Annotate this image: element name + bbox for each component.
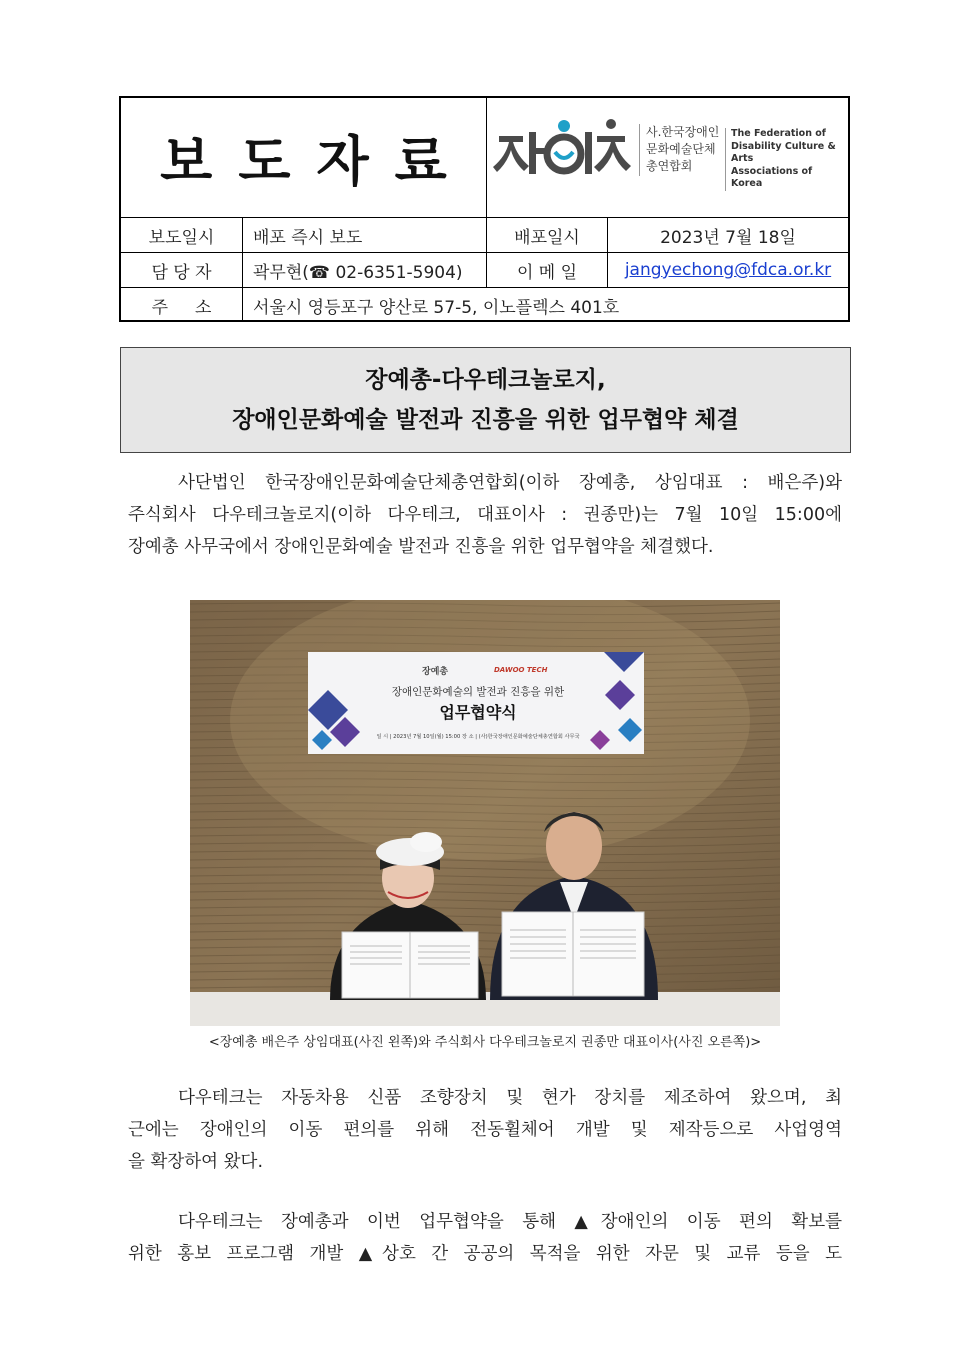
banner-info: 일 시 | 2023년 7월 10일(월) 15:00 장 소 | (사)한국장애인문화예술단체총연합회 사무국 (376, 734, 580, 740)
headline-line-1: 장예총-다우테크놀로지, (365, 367, 606, 393)
photo-illustration (190, 600, 780, 1026)
contact-row (121, 253, 848, 288)
address-value: 서울시 영등포구 양산로 57-5, 이노플렉스 401호 (253, 297, 620, 318)
paragraph-line: 주식회사 다우테크놀로지(이하 다우테크, 대표이사 : 권종만)는 7월 10일 15:00에 (128, 505, 842, 525)
paragraph-line: 근에는 장애인의 이동 편의를 위해 전동휠체어 개발 및 제작등으로 사업영역 (128, 1120, 842, 1140)
signing-ceremony-photo (190, 600, 780, 1026)
distribution-date-label: 배포일시 (487, 218, 608, 252)
organization-name-korean: 사.한국장애인 문화예술단체 총연합회 (639, 124, 724, 176)
ceremony-banner (308, 652, 644, 754)
banner-logo-left: 장예총 (422, 667, 449, 677)
right-agreement-document (502, 912, 644, 996)
paragraph-line: 위한 홍보 프로그램 개발 ▲상호 간 공공의 목적을 위한 자문 및 교류 등을 도 (128, 1244, 842, 1264)
organization-name-english: The Federation of Disability Culture & Arts Associations of Korea (725, 128, 853, 191)
email-link[interactable]: jangyechong@fdca.or.kr (624, 260, 832, 280)
address-row (121, 288, 848, 322)
press-release-header-table (119, 96, 850, 322)
contact-person-value: 곽무현(☎ 02-6351-5904) (243, 253, 487, 287)
body-paragraph-1 (128, 467, 842, 563)
release-date-label: 보도일시 (121, 218, 243, 252)
paragraph-line: 을 확장하여 왔다. (128, 1152, 264, 1172)
headline-line-2: 장애인문화예술 발전과 진흥을 위한 업무협약 체결 (232, 407, 739, 433)
photo-caption: <장예총 배은주 상임대표(사진 왼쪽)와 주식회사 다우테크놀로지 권종만 대표이사(사진 오른쪽)> (208, 1035, 762, 1050)
body-paragraph-3 (128, 1206, 842, 1270)
release-date-value: 배포 즉시 보도 (243, 218, 487, 252)
email-cell (608, 253, 848, 287)
release-date-row (121, 218, 848, 253)
headline-box (120, 347, 851, 453)
organization-logo-icon (493, 116, 633, 182)
email-label: 이 메 일 (487, 253, 608, 287)
document-type-cell (121, 98, 487, 218)
left-agreement-document (342, 932, 478, 998)
body-paragraph-2 (128, 1082, 842, 1178)
document-type-title: 보도자료 (160, 130, 473, 193)
banner-subtitle: 장애인문화예술의 발전과 진흥을 위한 (391, 686, 565, 698)
paragraph-line: 다우테크는 자동차용 신품 조향장치 및 현가 장치를 제조하여 왔으며, 최 (178, 1088, 842, 1108)
banner-logo-right: DAWOO TECH (494, 666, 548, 674)
contact-person-label: 담 당 자 (121, 253, 243, 287)
paragraph-line: 다우테크는 장예총과 이번 업무협약을 통해 ▲장애인의 이동 편의 확보를 (178, 1212, 842, 1232)
paragraph-line: 사단법인 한국장애인문화예술단체총연합회(이하 장예총, 상임대표 : 배은주)와 (178, 473, 842, 493)
banner-title: 업무협약식 (439, 703, 517, 722)
organization-logo-cell (487, 98, 848, 218)
distribution-date-value: 2023년 7월 18일 (660, 227, 796, 248)
address-label: 주 소 (121, 288, 243, 322)
paragraph-line: 장예총 사무국에서 장애인문화예술 발전과 진흥을 위한 업무협약을 체결했다. (128, 537, 714, 557)
